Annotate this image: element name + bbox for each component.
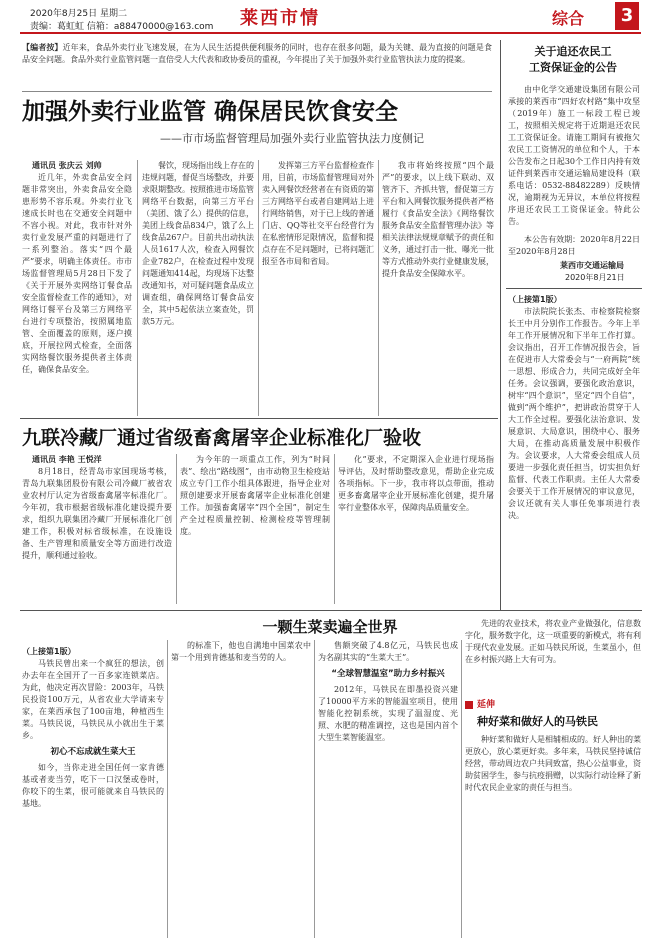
right-divider [500, 40, 501, 610]
editor-note [22, 42, 492, 92]
article1-col2-text: 餐饮，现场指出线上存在的违规问题，督促当场整改，并要求限期整改。按照推进市场监管网络平台数据，向第三方平台（美团、饿了么）提供的信息，美团上线食品834户，饿了么上线食品267户。目前共出动执法人员1617人次，检查入网餐饮企业782户，在检查过程中发现问题通知414起，均现场下达整改通知书，对可疑问题食品成立调查组，确保网络订餐食品安全，其中5起依法立案查处，罚款5万元。 [142, 161, 254, 326]
article3-col2 [171, 640, 311, 938]
article2-col3-text: 化”要求，不定期深入企业进行现场指导评估，及时帮助整改意见，帮助企业完成各项指标。下一步，我市将以点带面，推动更多畜禽屠宰企业开展标准化创建，提升屠宰行业整体水平，保障肉品质量安全。 [338, 455, 494, 512]
notice-title-line2: 工资保证金的公告 [529, 61, 617, 74]
col-divider [314, 640, 315, 938]
extension-body-text: 种好菜和做好人是相辅相成的。好人种出的菜更放心，放心菜更好卖。多年来，马铁民坚持诚信经营，带动周边农户共同致富，热心公益事业，资助贫困学生，参与抗疫捐赠，以实际行动诠释了新时代农民企业家的责任与担当。 [465, 735, 641, 792]
extension-body [465, 734, 641, 934]
article1-col4 [382, 160, 494, 416]
article1-col4-text: 我市将始终按照“四个最严”的要求，以上线下联动、双管齐下、齐抓共管，督促第三方平台和入网餐饮服务提供者严格履行《食品安全法》《网络餐饮服务食品安全监督管理办法》等相关法律法规规章赋予的责任和义务，通过打击一批、曝光一批等方式推动外卖行业健康发展，提升食品安全保障水平。 [382, 161, 494, 278]
article2-col1 [22, 466, 172, 606]
header-divider [20, 32, 641, 34]
col-divider [334, 454, 335, 604]
date-line: 2020年8月25日 星期二 [30, 9, 127, 19]
article3-col3-text: 售额突破了4.8亿元，马铁民也成为名副其实的“生菜大王”。 [318, 641, 458, 662]
article3-byline: （上接第1版） [22, 647, 76, 656]
article3-col1 [22, 658, 164, 938]
page-number: 3 [615, 2, 639, 30]
article3-col1b-text: 如今，当你走进全国任何一家肯德基或者麦当劳，吃下一口汉堡或卷时，你咬下的生菜，很可能就来自马铁民的基地。 [22, 763, 164, 808]
extension-label [465, 698, 641, 712]
section-title: 综合 [552, 9, 585, 28]
notice-title [508, 44, 638, 76]
extension-heading: 种好菜和做好人的马铁民 [477, 715, 598, 728]
article3-col2-text: 的标准下，他也自满地中国菜农中第一个用到肯德基和麦当劳的人。 [171, 641, 311, 662]
editor-line: 责编：葛虹虹 信箱：a88470000@163.com [30, 22, 214, 32]
article1-subtitle: ——市市场监督管理局加强外卖行业监管执法力度侧记 [160, 132, 424, 145]
notice-title-line1: 关于追还农民工 [534, 45, 612, 58]
article3-col1-subheading: 初心不忘成就生菜大王 [50, 747, 136, 757]
notice-deadline: 本公告有效期：2020年8月22日至2020年8月28日 [508, 235, 640, 256]
extension-label-text: 延伸 [477, 700, 496, 710]
notice-divider [506, 288, 642, 289]
section-divider [20, 418, 498, 419]
article2-col1-text: 8月18日，经青岛市家国现场考核，青岛九联集团股份有限公司冷藏厂被省农业农村厅认定为省级畜禽屠宰标准化厂。今年初，我市根据省级标准化建设提升要求，组织九联集团冷藏厂开展标准化厂创建工作，积极对标省级标准，在设施设备、生产管理和质量安全等方面进行改造提升，顺利通过验收。 [22, 467, 172, 560]
col-divider [378, 160, 379, 416]
congress-news-text: 市法院院长张杰、市检察院检察长王中月分别作工作报告。今年上半年工作开展情况和下半年工作打算。会议指出，召开工作情况报告会，旨在促进市人大常委会与“一府两院”统一思想、形成合力，共同完成好全年任务。会议强调，要强化政治意识，树牢“四个意识”，坚定“四个自信”，做到“两个维护”，把讲政治贯穿于人大工作全过程。要强化法治意识、发展意识、大局意识，围绕中心、服务大局，在推动高质量发展中积极作为。会议要求，人大常委会组成人员要进一步强化责任担当，切实担负好监督、代表工作职责。主任人大常委会要关于工作开展情况的审议意见，会议还就有关人事任免事项进行表决。 [508, 307, 640, 520]
congress-news [508, 306, 640, 606]
notice-body-text: 由中化学交通建设集团有限公司承接的莱西市“四好农村路”集中攻坚（2019年）施工一标段工程已竣工，按照相关规定将于近期退还农民工工资保证金。请施工期间有被拖欠农民工工资情况的单位和个人，于本公告发布之日起30个工作日内持有效证件到莱西市交通运输局建设科（联系电话：0532-88482289）反映情况，逾期视为无异议，本单位将按程序退还农民工工资保证金。特此公告。 [508, 85, 640, 226]
article1-col3 [262, 160, 374, 416]
article3-col3 [318, 640, 458, 938]
col-divider [167, 640, 168, 938]
article2-col2 [180, 454, 330, 606]
col-divider [176, 454, 177, 604]
col-divider [461, 640, 462, 938]
article3-col1-text: 马铁民曾出来一个疯狂的想法，创办去年在全国开了一百多家连锁菜店。为此，他决定再次冒险：2003年，马铁民投资100万元，从省农业大学请来专家，在莱西承包了100亩地，种植西生菜。马铁民说，马铁民从小就出生于菜乡。 [22, 659, 164, 740]
article3-col3-subheading: “全球智慧温室”助力乡村振兴 [331, 669, 445, 679]
notice-issuer: 莱西市交通运输局 [560, 261, 624, 270]
article3-title: 一颗生菜卖遍全世界 [262, 618, 398, 636]
article2-col3 [338, 454, 494, 606]
section-divider [20, 610, 642, 611]
article2-title: 九联冷藏厂通过省级畜禽屠宰企业标准化厂验收 [22, 427, 422, 449]
article1-title: 加强外卖行业监管 确保居民饮食安全 [22, 99, 399, 125]
header-date-block [30, 8, 213, 34]
article3-col4-text: 先进的农业技术，将农业产业做强化，信息数字化，服务数字化，这一项重要的新模式，将有利于现代农业发展。正如马铁民所说，生菜虽小，但在乡村振兴路上大有可为。 [465, 619, 641, 664]
editor-note-label: 【编者按】 [22, 43, 63, 52]
col-divider [137, 160, 138, 416]
paper-name: 莱西市情 [240, 8, 320, 29]
col-divider [258, 160, 259, 416]
editor-note-text: 近年来，食品外卖行业飞速发展，在为人民生活提供便利服务的同时，也存在很多问题，最为关键、最为直接的问题是食品安全问题。食品外卖行业监管问题一直倍受人大代表和政协委员的重视，今年提出了关于加强外卖行业监管执法力度的提案。 [22, 43, 492, 64]
square-bullet-icon [465, 701, 473, 709]
article1-col2 [142, 160, 254, 416]
article3-col3b-text: 2012年，马铁民在即墨投资兴建了10000平方米的智能温室项目，使用智能化控制系统，实现了温湿度、光照、水肥的精准调控，这也是国内首个大型生菜智能温室。 [318, 685, 458, 742]
notice-issue-date: 2020年8月21日 [565, 273, 625, 282]
extension-box [465, 698, 641, 938]
article2-col2-text: 为今年的一项重点工作，列为“时间表”、绘出“路线图”，由市动物卫生检疫站成立专门工作小组具体跟进，指导企业对照创建要求开展畜禽屠宰企业标准化创建工作。加强畜禽屠宰“四个全国”，制定生产全过程质量控制、检测检疫等管理制度。 [180, 455, 330, 536]
notice-body [508, 84, 640, 232]
article1-col3-text: 发挥第三方平台监督检查作用，目前，市场监督管理局对外卖入网餐饮经营者在有资质的第三方网络平台或者自建网站上进行网络销售，对于已上线的普通门店、QQ等社交平台经营行为在私密情形足限情况，监督和提点存在不足问题时，已将问题汇报至各市局和省局。 [262, 161, 374, 266]
article1-col1 [22, 172, 132, 416]
article3-col4 [465, 618, 641, 694]
article1-col1-text: 近几年，外卖食品安全问题非常突出，外卖食品安全隐患形势不容乐观。外卖行业飞速成长时也在交通安全问题中不容小视。对此，我市针对外卖行业发展严重的问题进行了一系列整治。落实“四个最严”要求，明确主体责任。市市场监督管理局5月28日下发了《关于开展外卖网络订餐食品安全监督检查工作的通知》，对网络订餐平台及第三方网络平台进行专项整治，按照属地监管、全面覆盖的原则，逐户摸底，开展拉网式检查，全面落实网络餐饮服务提供者主体责任，确保食品安全。 [22, 173, 132, 374]
article1-byline: 通讯员 张庆云 刘帅 [32, 161, 102, 170]
article2-byline: 通讯员 李艳 王悦洋 [32, 455, 102, 464]
congress-byline: （上接第1版） [508, 295, 562, 304]
